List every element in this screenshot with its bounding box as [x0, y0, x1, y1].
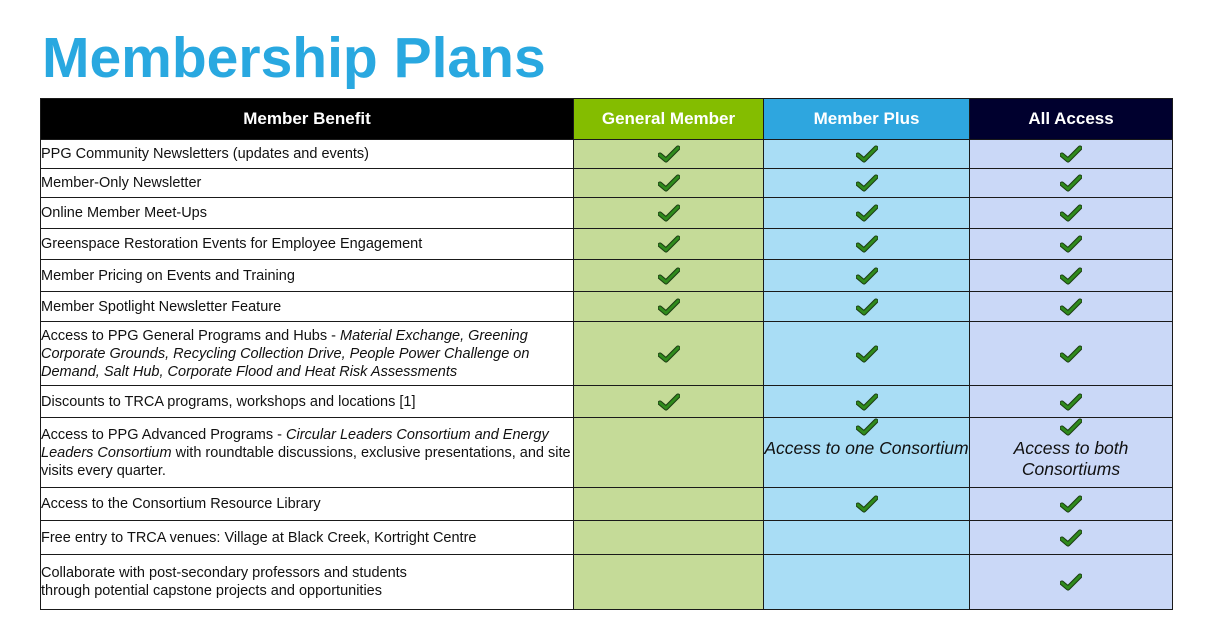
all-cell [970, 386, 1173, 418]
plus-cell [764, 260, 970, 292]
plus-cell [764, 292, 970, 322]
plus-cell [764, 386, 970, 418]
benefit-programs: Circular Leaders Consortium and Energy Leaders Consortium [41, 426, 549, 461]
checkmark-icon [856, 345, 878, 363]
checkmark-icon [856, 235, 878, 253]
benefit-text: Discounts to TRCA programs, workshops and locations [1] [41, 393, 416, 410]
all-cell [970, 169, 1173, 198]
benefit-cell [41, 292, 574, 322]
checkmark-icon [856, 145, 878, 163]
checkmark-icon [658, 298, 680, 316]
checkmark-icon [856, 174, 878, 192]
benefit-cell [41, 521, 574, 555]
checkmark-icon [1060, 529, 1082, 547]
checkmark-icon [1060, 267, 1082, 285]
all-cell [970, 260, 1173, 292]
checkmark-icon [1060, 345, 1082, 363]
benefit-cell [41, 322, 574, 386]
table-row [41, 140, 1173, 169]
checkmark-icon [658, 145, 680, 163]
checkmark-icon [856, 393, 878, 411]
checkmark-icon [856, 298, 878, 316]
page-title: Membership Plans [42, 26, 546, 90]
checkmark-icon [856, 267, 878, 285]
benefit-details: with roundtable discussions, exclusive presentations, and site visits every quarter. [41, 444, 571, 479]
benefit-programs: Material Exchange, Greening Corporate Grounds, Recycling Collection Drive, People Power Challenge on Demand, Salt Hub, Corporate Flood and Heat Risk Assessments [41, 327, 530, 380]
benefit-text: Member Spotlight Newsletter Feature [41, 298, 282, 315]
table-row [41, 488, 1173, 521]
plus-cell [764, 322, 970, 386]
benefit-cell [41, 169, 574, 198]
table-row [41, 260, 1173, 292]
checkmark-icon [1060, 204, 1082, 222]
general-cell [574, 488, 764, 521]
checkmark-icon [658, 267, 680, 285]
checkmark-icon [1060, 145, 1082, 163]
checkmark-icon [658, 174, 680, 192]
checkmark-icon [658, 345, 680, 363]
table-row [41, 292, 1173, 322]
header-row [41, 99, 1173, 140]
general-cell [574, 260, 764, 292]
checkmark-icon [856, 495, 878, 513]
membership-table [40, 98, 1173, 610]
table-row [41, 418, 1173, 488]
benefit-cell [41, 555, 574, 610]
all-cell [970, 229, 1173, 260]
plus-cell [764, 198, 970, 229]
checkmark-icon [658, 204, 680, 222]
checkmark-icon [1060, 298, 1082, 316]
general-cell [574, 555, 764, 610]
all-cell [970, 140, 1173, 169]
all-cell [970, 418, 1173, 488]
benefit-cell [41, 488, 574, 521]
general-cell [574, 418, 764, 488]
table-row [41, 229, 1173, 260]
general-cell [574, 322, 764, 386]
general-cell [574, 229, 764, 260]
checkmark-icon [658, 235, 680, 253]
header-all-access: All Access [970, 99, 1173, 140]
general-cell [574, 198, 764, 229]
checkmark-icon [1060, 418, 1082, 436]
benefit-text: Free entry to TRCA venues: Village at Black Creek, Kortright Centre [41, 529, 477, 546]
benefit-cell [41, 260, 574, 292]
benefit-cell [41, 140, 574, 169]
header-general-member: General Member [574, 99, 764, 140]
benefit-text: Collaborate with post-secondary professors and students [41, 565, 407, 581]
checkmark-icon [1060, 174, 1082, 192]
all-cell [970, 521, 1173, 555]
table-row [41, 521, 1173, 555]
plus-cell [764, 555, 970, 610]
benefit-text: Member Pricing on Events and Training [41, 267, 295, 284]
general-cell [574, 169, 764, 198]
benefit-cell [41, 229, 574, 260]
benefit-cell [41, 418, 574, 488]
all-note: Access to both Consortiums [1013, 438, 1129, 479]
plus-cell [764, 521, 970, 555]
all-cell [970, 322, 1173, 386]
checkmark-icon [1060, 235, 1082, 253]
checkmark-icon [658, 393, 680, 411]
all-cell [970, 292, 1173, 322]
checkmark-icon [856, 204, 878, 222]
benefit-text: Access to PPG General Programs and Hubs - [41, 327, 340, 344]
general-cell [574, 521, 764, 555]
checkmark-icon [1060, 393, 1082, 411]
plus-cell [764, 140, 970, 169]
general-cell [574, 140, 764, 169]
checkmark-icon [1060, 573, 1082, 591]
benefit-cell [41, 198, 574, 229]
checkmark-icon [1060, 495, 1082, 513]
header-member-benefit: Member Benefit [41, 99, 574, 140]
plus-cell [764, 229, 970, 260]
table-row [41, 322, 1173, 386]
general-cell [574, 386, 764, 418]
table-row [41, 169, 1173, 198]
benefit-text: Member-Only Newsletter [41, 175, 202, 191]
plus-cell [764, 169, 970, 198]
header-member-plus: Member Plus [764, 99, 970, 140]
benefit-text: Online Member Meet-Ups [41, 205, 207, 221]
general-cell [574, 292, 764, 322]
table-row [41, 386, 1173, 418]
all-cell [970, 555, 1173, 610]
table-row [41, 198, 1173, 229]
table-row [41, 555, 1173, 610]
benefit-text: Access to the Consortium Resource Library [41, 496, 321, 512]
checkmark-icon [856, 418, 878, 436]
plus-cell [764, 488, 970, 521]
plus-note: Access to one Consortium [764, 438, 969, 458]
plus-cell [764, 418, 970, 488]
all-cell [970, 488, 1173, 521]
benefit-text: Access to PPG Advanced Programs - [41, 426, 286, 443]
benefit-cell [41, 386, 574, 418]
all-cell [970, 198, 1173, 229]
benefit-text-line2: through potential capstone projects and opportunities [41, 583, 382, 599]
benefit-text: Greenspace Restoration Events for Employee Engagement [41, 236, 423, 252]
benefit-text: PPG Community Newsletters (updates and events) [41, 146, 369, 162]
